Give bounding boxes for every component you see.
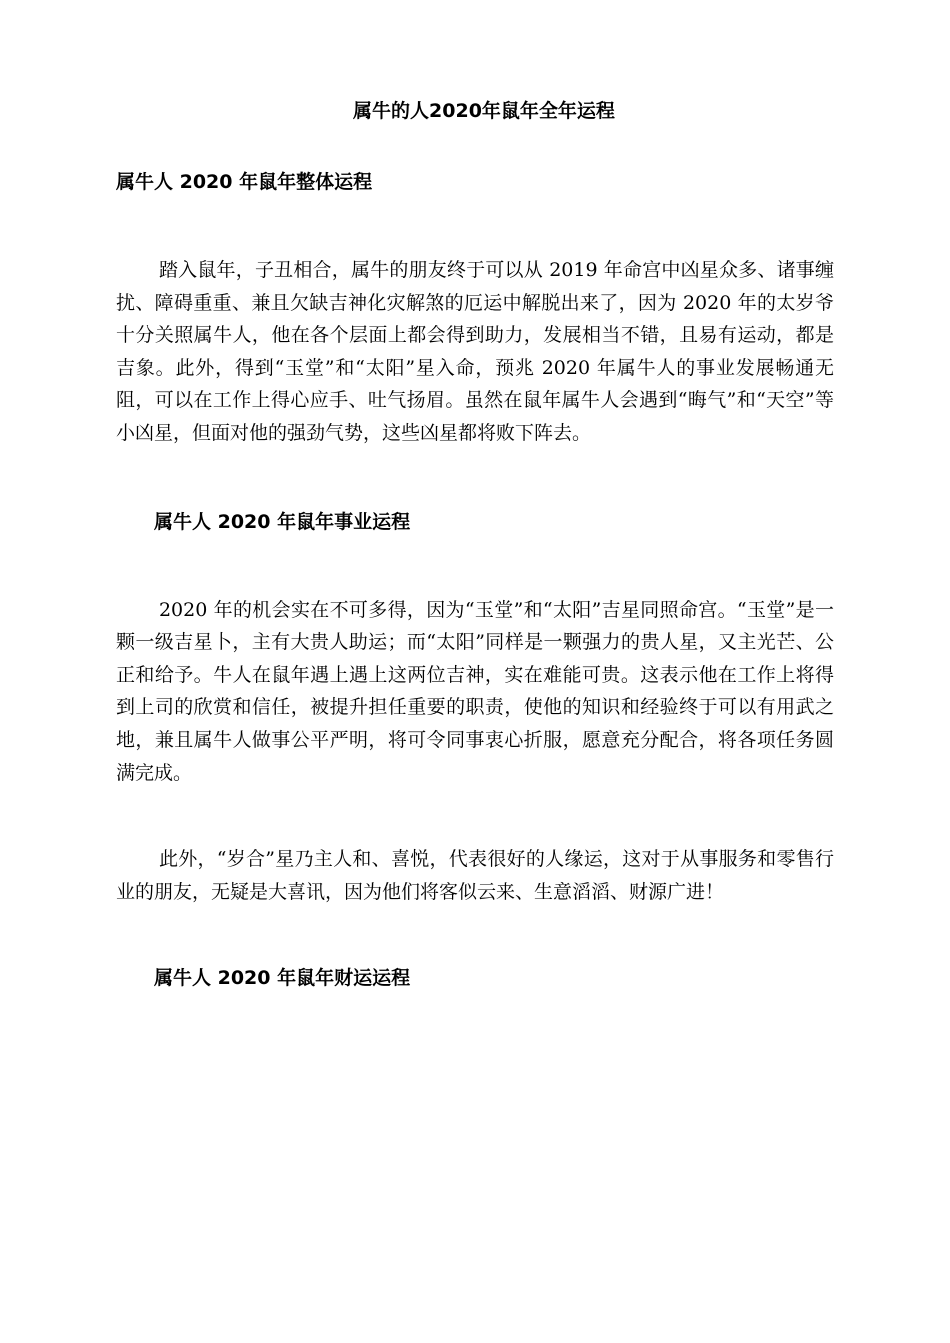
paragraph-career-2: 此外，“岁合”星乃主人和、喜悦，代表很好的人缘运，这对于从事服务和零售行业的朋友，无疑是大喜讯，因为他们将客似云来、生意滔滔、财源广进！	[116, 848, 834, 903]
document-title: 属牛的人2020年鼠年全年运程	[353, 100, 615, 122]
section-heading-wealth: 属牛人 2020 年鼠年财运运程	[154, 967, 411, 990]
paragraph-overall: 踏入鼠年，子丑相合，属牛的朋友终于可以从 2019 年命宫中凶星众多、诸事缠扰、障碍重重、兼且欠缺吉神化灾解煞的厄运中解脱出来了，因为 2020 年的太岁爷十分关照属牛人，他在各个层面上都会得到助力，发展相当不错，且易有运动，都是吉象。此外，得到“玉堂”和“太阳”星入命，预兆 2020 年属牛人的事业发展畅通无阻，可以在工作上得心应手、吐气扬眉。虽然在鼠年属牛人会遇到“晦气”和“天空”等小凶星，但面对他的强劲气势，这些凶星都将败下阵去。	[116, 259, 834, 444]
section-heading-overall: 属牛人 2020 年鼠年整体运程	[116, 171, 373, 193]
document-body	[116, 166, 834, 994]
paragraph-career-1: 2020 年的机会实在不可多得，因为“玉堂”和“太阳”吉星同照命宫。“玉堂”是一颗一级吉星卜，主有大贵人助运；而“太阳”同样是一颗强力的贵人星，又主光芒、公正和给予。牛人在鼠年遇上遇上这两位吉神，实在难能可贵。这表示他在工作上将得到上司的欣赏和信任，被提升担任重要的职责，使他的知识和经验终于可以有用武之地，兼且属牛人做事公平严明，将可令同事衷心折服，愿意充分配合，将各项任务圆满完成。	[116, 598, 834, 784]
section-heading-career: 属牛人 2020 年鼠年事业运程	[154, 510, 411, 533]
